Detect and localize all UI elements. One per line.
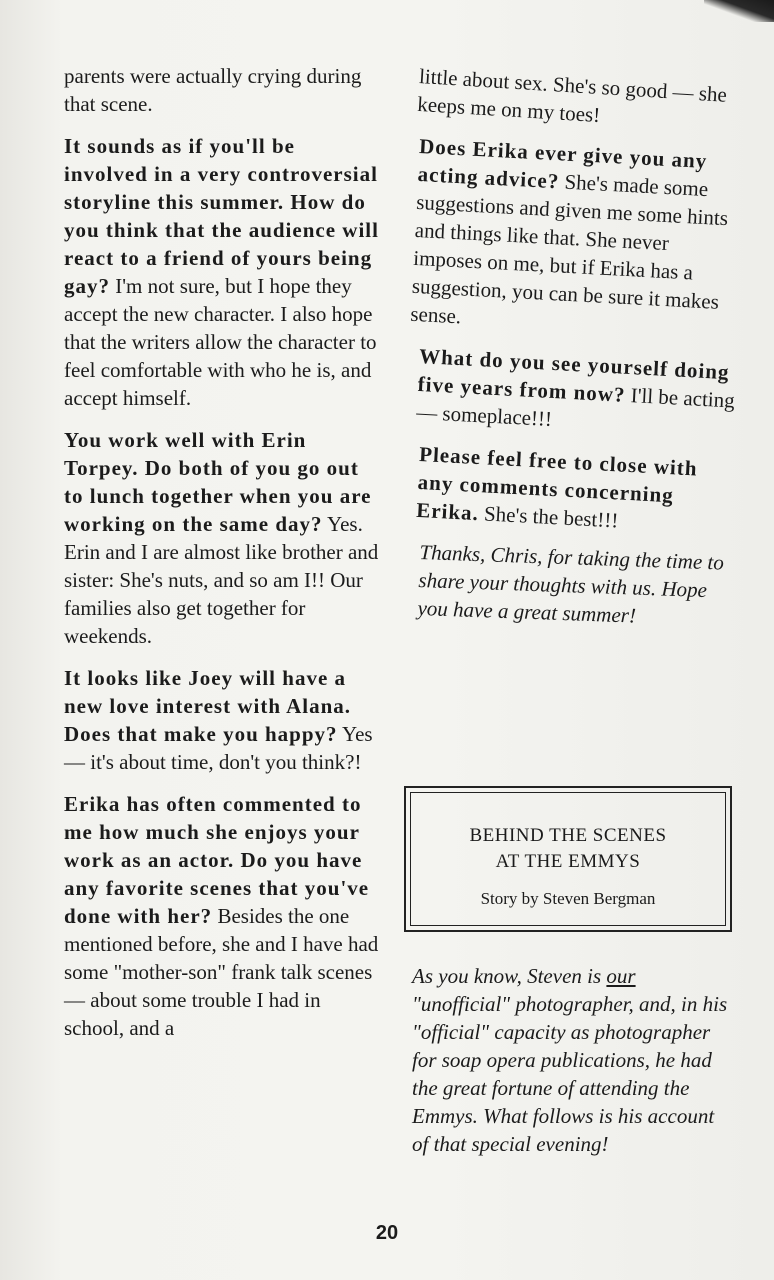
answer-text: I'm not sure, but I hope they accept the new character. I also hope that the writers allow the character to feel comfortable with who he is, and accept himself. bbox=[64, 274, 377, 410]
answer-text: Yes — it's about time, don't you think?! bbox=[64, 722, 373, 774]
answer-text: little about sex. She's so good — she keeps me on my toes! bbox=[416, 63, 728, 128]
answer-text: I'll be acting — someplace!!! bbox=[415, 383, 736, 431]
article-title-box bbox=[404, 786, 732, 932]
answer-text: Besides the one mentioned before, she and I have had some "mother-son" frank talk scenes — about some trouble I had in school, and a bbox=[64, 904, 379, 1040]
page-corner-shadow bbox=[704, 0, 774, 22]
article-title-line: BEHIND THE SCENES bbox=[469, 825, 667, 846]
question-text: What do you see yourself doing five years from now? bbox=[417, 343, 731, 407]
interview-item bbox=[416, 342, 738, 443]
answer-text: Yes. Erin and I are almost like brother and sister: She's nuts, and so am I!! Our families also get together for weekends. bbox=[64, 512, 379, 648]
question-text: It looks like Joey will have a new love interest with Alana. Does that make you happy? bbox=[64, 666, 352, 746]
answer-text: She's made some suggestions and given me some hints and things like that. She never imposes on me, but if Erika has a suggestion, you can be sure it makes sense. bbox=[409, 169, 729, 329]
intro-text: As you know, Steven is bbox=[412, 964, 607, 988]
article-title bbox=[411, 823, 725, 875]
closing-note: Thanks, Chris, for taking the time to share your thoughts with us. Hope you have a great summer! bbox=[417, 539, 725, 628]
paragraph bbox=[417, 62, 738, 137]
intro-underlined-word: our bbox=[606, 964, 636, 988]
question-text: It sounds as if you'll be involved in a very controversial storyline this summer. How do you think that the audience will react to a friend of yours being gay? bbox=[64, 134, 379, 298]
interview-item bbox=[64, 426, 384, 650]
interview-item bbox=[410, 132, 738, 344]
question-text: Erika has often commented to me how much she enjoys your work as an actor. Do you have any favorite scenes that you've done with her? bbox=[64, 792, 370, 928]
page-number: 20 bbox=[375, 1222, 399, 1244]
article-title-line: AT THE EMMYS bbox=[495, 851, 641, 872]
right-column bbox=[409, 62, 738, 636]
question-text: Does Erika ever give you any acting advice? bbox=[417, 133, 708, 194]
interview-item bbox=[64, 132, 384, 412]
answer-text: She's the best!!! bbox=[483, 501, 619, 533]
paragraph bbox=[64, 62, 384, 118]
left-column bbox=[64, 62, 384, 1056]
question-text: You work well with Erin Torpey. Do both of you go out to lunch together when you are working on the same day? bbox=[64, 428, 372, 536]
article-byline: Story by Steven Bergman bbox=[480, 889, 656, 908]
interview-item bbox=[416, 440, 738, 541]
interview-item bbox=[64, 790, 384, 1042]
answer-text: parents were actually crying during that scene. bbox=[64, 64, 362, 116]
intro-text: "unofficial" photographer, and, in his "official" capacity as photographer for soap opera publications, he had the great fortune of attending the Emmys. What follows is his account of that special evening! bbox=[412, 992, 728, 1156]
article-title-box-inner bbox=[410, 792, 726, 926]
question-text: Please feel free to close with any comments concerning Erika. bbox=[415, 441, 699, 526]
interview-item bbox=[64, 664, 384, 776]
article-intro bbox=[412, 962, 730, 1158]
